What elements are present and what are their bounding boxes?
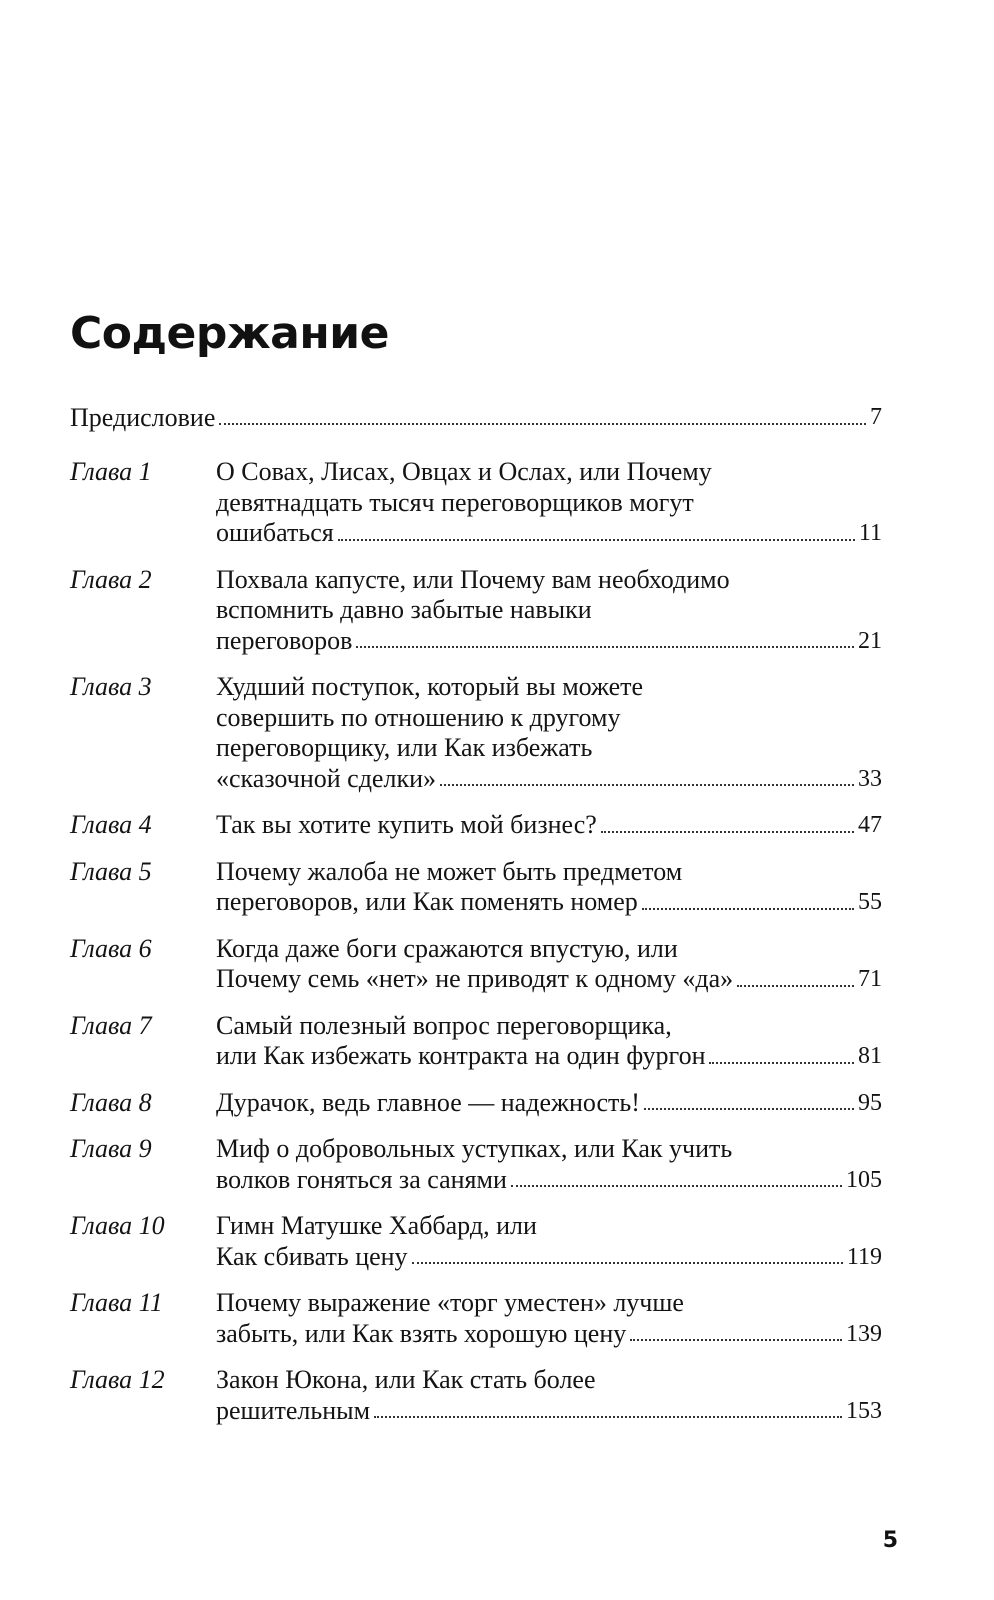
toc-chapter-entry[interactable] (70, 1211, 882, 1272)
chapter-title-line: Похвала капусте, или Почему вам необходимо (216, 564, 730, 594)
toc-chapter-entry[interactable] (70, 934, 882, 995)
chapter-title-line: вспомнить давно забытые навыки (216, 595, 592, 624)
chapter-title-line: О Совах, Лисах, Овцах и Ослах, или Почему (216, 457, 712, 486)
chapter-title (216, 1134, 882, 1195)
chapter-label: Глава 12 (70, 1365, 165, 1394)
chapter-label: Глава 9 (70, 1134, 152, 1163)
chapter-label: Глава 6 (70, 933, 152, 963)
page-number: 5 (882, 1528, 898, 1553)
chapter-page-number: 139 (846, 1320, 882, 1347)
dot-leader (644, 1107, 854, 1110)
chapter-title (216, 934, 882, 995)
chapter-label: Глава 1 (70, 457, 152, 486)
chapter-title-line: Как сбивать цену (216, 1241, 408, 1271)
dot-leader (440, 783, 854, 786)
chapter-page-number: 119 (846, 1243, 882, 1270)
chapter-title-line: Так вы хотите купить мой бизнес? (216, 810, 597, 839)
toc-chapter-entry[interactable] (70, 810, 882, 841)
chapter-title-last-line (216, 887, 882, 918)
chapter-title-last-line (216, 964, 882, 995)
chapter-label: Глава 8 (70, 1087, 152, 1117)
chapter-title-last-line (216, 1041, 882, 1072)
chapter-page-number: 11 (858, 520, 882, 546)
chapter-page-number: 55 (858, 889, 882, 915)
chapter-title (216, 857, 882, 918)
dot-leader (219, 422, 866, 425)
chapter-title-line: «сказочной сделки» (216, 763, 436, 793)
dot-leader (412, 1261, 843, 1264)
chapter-title-line: забыть, или Как взять хорошую цену (216, 1318, 627, 1348)
chapter-title (216, 810, 882, 841)
chapter-title-line: Самый полезный вопрос переговорщика, (216, 1010, 672, 1040)
chapter-list (70, 457, 882, 1426)
chapter-title-line: Худший поступок, который вы можете (216, 672, 644, 701)
chapter-title-line: Миф о добровольных уступках, или Как учить (216, 1134, 733, 1163)
chapter-title-last-line (216, 810, 882, 841)
chapter-page-number: 21 (858, 627, 882, 654)
chapter-page-number: 81 (858, 1043, 882, 1069)
chapter-title-line: решительным (216, 1395, 371, 1425)
toc-chapter-entry[interactable] (70, 457, 882, 549)
chapter-title-line: ошибаться (216, 518, 334, 547)
dot-leader (338, 538, 855, 541)
chapter-title-line: волков гоняться за санями (216, 1164, 507, 1194)
chapter-title-line: Гимн Матушке Хаббард, или (216, 1211, 537, 1240)
toc-chapter-entry[interactable] (70, 565, 882, 657)
chapter-title (216, 1211, 882, 1272)
chapter-title-last-line (216, 764, 882, 795)
chapter-page-number: 153 (846, 1397, 882, 1424)
toc-chapter-entry[interactable] (70, 1011, 882, 1072)
chapter-title-line: совершить по отношению к другому (216, 702, 621, 732)
dot-leader (356, 645, 854, 648)
chapter-title-last-line (216, 1088, 882, 1119)
chapter-page-number: 71 (858, 966, 882, 992)
chapter-label: Глава 4 (70, 810, 152, 839)
chapter-title (216, 1288, 882, 1349)
dot-leader (630, 1338, 842, 1341)
dot-leader (709, 1061, 854, 1064)
chapter-title-line: девятнадцать тысяч переговорщиков могут (216, 487, 694, 517)
chapter-title-last-line (216, 626, 882, 657)
dot-leader (642, 907, 854, 910)
chapter-title-last-line (216, 1165, 882, 1196)
toc-chapter-entry[interactable] (70, 857, 882, 918)
page-title: Содержание (70, 308, 389, 359)
chapter-page-number: 95 (858, 1089, 882, 1116)
chapter-title (216, 672, 882, 794)
chapter-title-line: переговоров, или Как поменять номер (216, 887, 638, 916)
chapter-title-line: Когда даже боги сражаются впустую, или (216, 933, 678, 963)
chapter-title-last-line (216, 518, 882, 549)
dot-leader (601, 830, 854, 833)
table-of-contents (70, 402, 882, 1426)
chapter-title (216, 1011, 882, 1072)
chapter-title-last-line (216, 1319, 882, 1350)
toc-chapter-entry[interactable] (70, 1088, 882, 1119)
chapter-title-line: Закон Юкона, или Как стать более (216, 1365, 596, 1394)
chapter-title-line: Почему семь «нет» не приводят к одному «да» (216, 964, 734, 993)
chapter-title (216, 1088, 882, 1119)
chapter-title (216, 457, 882, 549)
chapter-title-line: Почему выражение «торг уместен» лучше (216, 1288, 684, 1317)
toc-chapter-entry[interactable] (70, 1365, 882, 1426)
toc-foreword-entry[interactable] (70, 402, 882, 433)
dot-leader (737, 984, 854, 987)
dot-leader (374, 1415, 842, 1418)
chapter-page-number: 47 (858, 812, 882, 838)
chapter-page-number: 33 (858, 765, 882, 792)
toc-chapter-entry[interactable] (70, 1288, 882, 1349)
chapter-title-line: переговоров (216, 625, 353, 655)
chapter-label: Глава 7 (70, 1010, 152, 1040)
dot-leader (511, 1184, 842, 1187)
chapter-title-line: или Как избежать контракта на один фургон (216, 1041, 706, 1070)
chapter-page-number: 105 (846, 1166, 882, 1193)
chapter-title-line: Почему жалоба не может быть предметом (216, 856, 683, 886)
chapter-label: Глава 3 (70, 672, 152, 701)
chapter-title (216, 565, 882, 657)
foreword-page-number: 7 (870, 404, 882, 430)
chapter-title-line: переговорщику, или Как избежать (216, 733, 593, 762)
chapter-title-last-line (216, 1242, 882, 1273)
chapter-title-line: Дурачок, ведь главное — надежность! (216, 1087, 640, 1117)
chapter-label: Глава 11 (70, 1288, 163, 1317)
foreword-label: Предисловие (70, 403, 216, 432)
chapter-label: Глава 5 (70, 856, 152, 886)
chapter-title-last-line (216, 1396, 882, 1427)
toc-chapter-entry[interactable] (70, 1134, 882, 1195)
chapter-title (216, 1365, 882, 1426)
toc-chapter-entry[interactable] (70, 672, 882, 794)
chapter-label: Глава 10 (70, 1211, 165, 1240)
chapter-label: Глава 2 (70, 564, 152, 594)
